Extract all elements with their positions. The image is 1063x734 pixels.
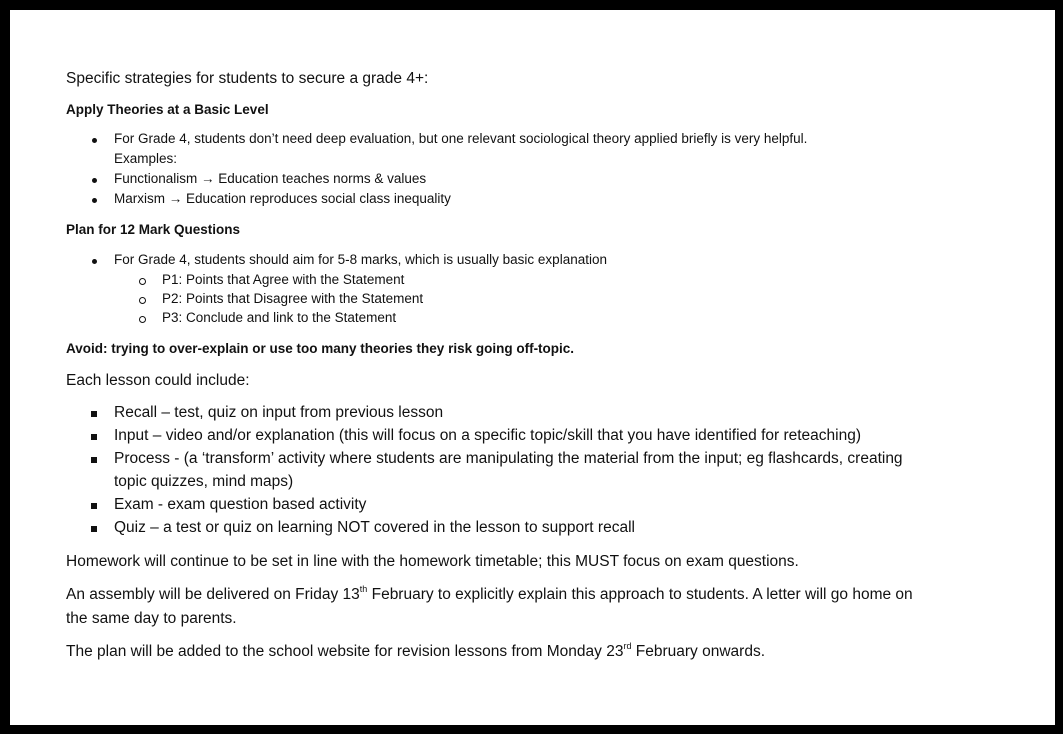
sub-list-item: P3: Conclude and link to the Statement — [162, 310, 397, 325]
avoid-note: Avoid: trying to over-explain or use too many theories they risk going off-topic. — [66, 341, 575, 356]
assembly-text-part1: An assembly will be delivered on Friday 13 — [66, 586, 360, 603]
plan-text-part1: The plan will be added to the school website for revision lessons from Monday 23 — [66, 643, 624, 660]
list-item: Functionalism → Education teaches norms & values — [114, 171, 427, 186]
plan-superscript: rd — [623, 641, 632, 651]
section-heading-12-mark: Plan for 12 Mark Questions — [66, 222, 241, 237]
circle-bullet-icon — [139, 278, 146, 285]
plan-text — [66, 643, 765, 661]
square-bullet-icon — [91, 457, 97, 463]
square-bullet-icon — [91, 434, 97, 440]
sub-list-item: P1: Points that Agree with the Statement — [162, 272, 405, 287]
list-item: For Grade 4, students don’t need deep evaluation, but one relevant sociological theory applied briefly is very helpful. — [114, 131, 808, 146]
assembly-text-part2: February to explicitly explain this approach to students. A letter will go home on — [367, 586, 913, 603]
assembly-text-line2: the same day to parents. — [66, 610, 237, 627]
circle-bullet-icon — [139, 297, 146, 304]
lesson-item-quiz: Quiz – a test or quiz on learning NOT covered in the lesson to support recall — [114, 519, 635, 536]
list-item: For Grade 4, students should aim for 5-8 marks, which is usually basic explanation — [114, 252, 607, 267]
section-heading-theories: Apply Theories at a Basic Level — [66, 102, 269, 117]
bullet-dot-icon — [92, 138, 97, 143]
assembly-text — [66, 586, 913, 604]
lesson-item-process: Process - (a ‘transform’ activity where students are manipulating the material from the input; eg flashcards, creating — [114, 450, 903, 467]
circle-bullet-icon — [139, 316, 146, 323]
list-item: Examples: — [114, 151, 178, 166]
intro-text: Specific strategies for students to secure a grade 4+: — [66, 70, 429, 87]
plan-text-part2: February onwards. — [631, 643, 765, 660]
bullet-dot-icon — [92, 198, 97, 203]
lesson-item-input: Input – video and/or explanation (this will focus on a specific topic/skill that you have identified for reteaching) — [114, 427, 862, 444]
sub-list-item: P2: Points that Disagree with the Statement — [162, 291, 424, 306]
square-bullet-icon — [91, 411, 97, 417]
bullet-dot-icon — [92, 259, 97, 264]
lesson-intro: Each lesson could include: — [66, 372, 250, 389]
document-page — [10, 10, 1055, 725]
bullet-dot-icon — [92, 178, 97, 183]
lesson-item-recall: Recall – test, quiz on input from previous lesson — [114, 404, 444, 421]
list-item: Marxism → Education reproduces social class inequality — [114, 191, 451, 206]
homework-text: Homework will continue to be set in line with the homework timetable; this MUST focus on exam questions. — [66, 553, 799, 570]
square-bullet-icon — [91, 503, 97, 509]
lesson-item-process-cont: topic quizzes, mind maps) — [114, 473, 294, 490]
square-bullet-icon — [91, 526, 97, 532]
assembly-superscript: th — [359, 584, 368, 594]
lesson-item-exam: Exam - exam question based activity — [114, 496, 367, 513]
